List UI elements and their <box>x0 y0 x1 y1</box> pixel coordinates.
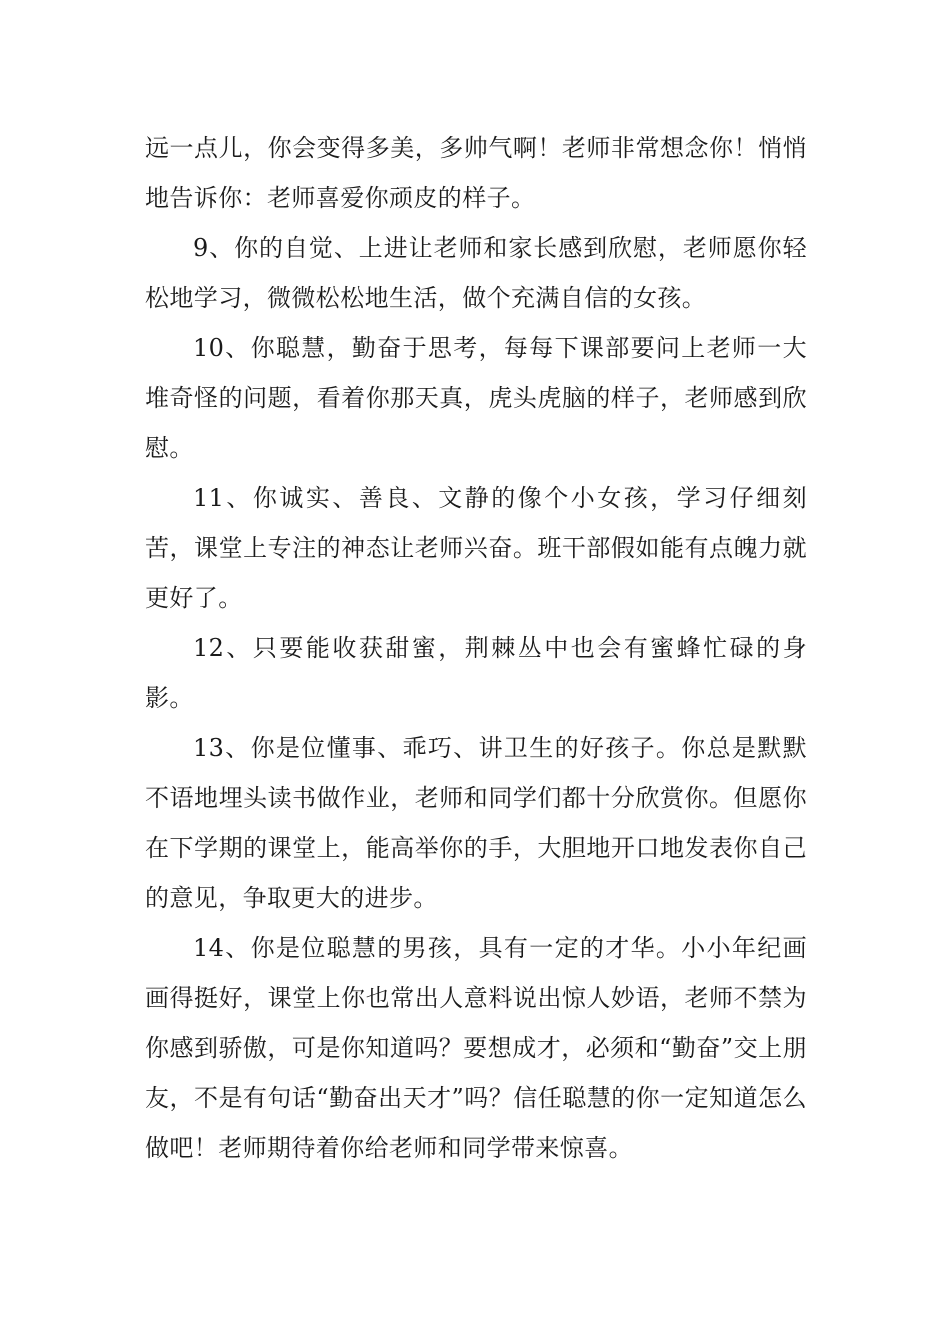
document-body <box>145 123 807 1173</box>
paragraph-comment-9: 9、你的自觉、上进让老师和家长感到欣慰，老师愿你轻松地学习，微微松松地生活，做个充满自信的女孩。 <box>145 234 807 312</box>
paragraph-continuation: 远一点儿，你会变得多美，多帅气啊！老师非常想念你！悄悄地告诉你：老师喜爱你顽皮的样子。 <box>145 134 807 212</box>
paragraph-comment-10: 10、你聪慧，勤奋于思考，每每下课部要问上老师一大堆奇怪的问题，看着你那天真，虎头虎脑的样子，老师感到欣慰。 <box>145 334 807 462</box>
paragraph-comment-11: 11、你诚实、善良、文静的像个小女孩，学习仔细刻苦，课堂上专注的神态让老师兴奋。班干部假如能有点魄力就更好了。 <box>145 484 807 612</box>
paragraph-comment-14: 14、你是位聪慧的男孩，具有一定的才华。小小年纪画画得挺好，课堂上你也常出人意料说出惊人妙语，老师不禁为你感到骄傲，可是你知道吗？要想成才，必须和“勤奋”交上朋友，不是有句话“勤奋出天才”吗？信任聪慧的你一定知道怎么做吧！老师期待着你给老师和同学带来惊喜。 <box>145 934 807 1162</box>
paragraph-comment-13: 13、你是位懂事、乖巧、讲卫生的好孩子。你总是默默不语地埋头读书做作业，老师和同学们都十分欣赏你。但愿你在下学期的课堂上，能高举你的手，大胆地开口地发表你自己的意见，争取更大的进步。 <box>145 734 807 912</box>
paragraph-comment-12: 12、只要能收获甜蜜，荆棘丛中也会有蜜蜂忙碌的身影。 <box>145 634 807 712</box>
